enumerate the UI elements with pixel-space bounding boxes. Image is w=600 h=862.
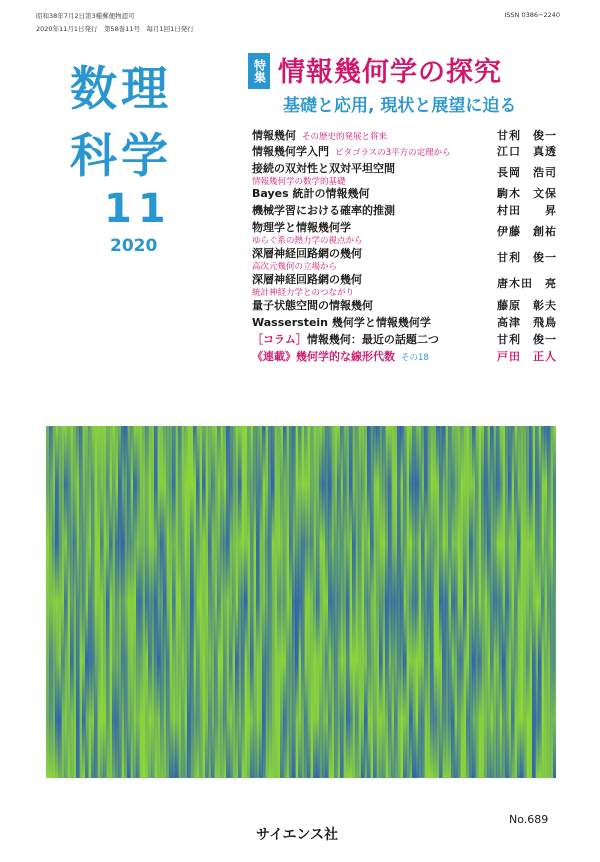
toc-author: 甘利 俊一 (497, 129, 557, 142)
table-of-contents (252, 127, 557, 365)
issue-year: 2020 (110, 236, 158, 256)
registration-note: 昭和38年7月2日第3種郵便物認可 (36, 12, 135, 20)
toc-item (252, 297, 557, 314)
toc-author: 甘利 俊一 (497, 251, 557, 264)
toc-author: 江口 真透 (497, 145, 557, 158)
feature-subtitle: 基礎と応用, 現状と展望に迫る (283, 96, 517, 116)
issue-serial-number: No.689 (509, 813, 549, 826)
publisher-name: サイエンス社 (256, 827, 339, 843)
toc-author: 長岡 浩司 (497, 166, 557, 179)
feature-title: 情報幾何学の探究 (278, 57, 502, 88)
toc-series-item (252, 348, 557, 365)
toc-title: 物理学と情報幾何学 (252, 221, 351, 234)
toc-item (252, 314, 557, 331)
toc-author: 高津 飛鳥 (497, 316, 557, 329)
toc-title: Wasserstein 幾何学と情報幾何学 (252, 316, 431, 329)
magazine-title-line2: 科学 (70, 129, 172, 184)
issue-info: 2020年11月1日発行 第58巻11号 毎月1回1日発行 (36, 25, 194, 33)
toc-title: 情報幾何学入門 (252, 145, 329, 158)
toc-title: 情報幾何 (252, 129, 296, 142)
toc-subtitle: 高次元幾何の立場から (252, 262, 338, 272)
toc-title: 機械学習における確率的推測 (252, 204, 395, 217)
toc-item (252, 202, 557, 219)
toc-title: Bayes 統計の情報幾何 (252, 187, 370, 200)
toc-author: 伊藤 創祐 (497, 225, 557, 238)
series-author: 戸田 正人 (497, 350, 557, 363)
toc-subtitle: 統計神経力学とのつながり (252, 288, 355, 298)
toc-item (252, 245, 557, 271)
series-title: 幾何学的な線形代数 (296, 350, 395, 363)
issn: ISSN 0386−2240 (504, 11, 560, 19)
series-label: 《連載》 (252, 350, 296, 363)
toc-subtitle: 情報幾何学の数学的基礎 (252, 177, 346, 187)
cover-art-pattern (46, 426, 556, 778)
pattern-stripe (553, 426, 556, 778)
toc-subtitle: ピタゴラスの3平方の定理から (335, 148, 451, 158)
stripe-pattern-graphic (46, 426, 556, 778)
column-label: ［コラム］ (252, 333, 307, 346)
toc-title: 深層神経回路網の幾何 (252, 273, 362, 286)
toc-item (252, 143, 557, 160)
toc-author: 駒木 文保 (497, 187, 557, 200)
column-title: 情報幾何：最近の話題二つ (306, 333, 439, 346)
toc-item (252, 271, 557, 297)
column-author: 甘利 俊一 (497, 333, 557, 346)
series-part: その18 (401, 353, 429, 363)
feature-badge: 特集 (248, 53, 270, 89)
toc-title: 深層神経回路網の幾何 (252, 247, 362, 260)
toc-item (252, 185, 557, 202)
toc-item (252, 127, 557, 143)
toc-author: 村田 昇 (497, 204, 557, 217)
toc-subtitle: その歴史的発展と将来 (302, 132, 388, 142)
issue-number: 11 (104, 186, 172, 232)
magazine-title-line1: 数理 (70, 62, 172, 117)
toc-title: 量子状態空間の情報幾何 (252, 299, 373, 312)
toc-author: 唐木田 亮 (497, 277, 557, 290)
toc-column-item (252, 331, 557, 348)
toc-subtitle: ゆらぐ系の熱力学の視点から (252, 236, 363, 246)
toc-item (252, 160, 557, 185)
toc-title: 接続の双対性と双対平坦空間 (252, 162, 395, 175)
toc-author: 藤原 彰夫 (497, 299, 557, 312)
toc-item (252, 219, 557, 245)
